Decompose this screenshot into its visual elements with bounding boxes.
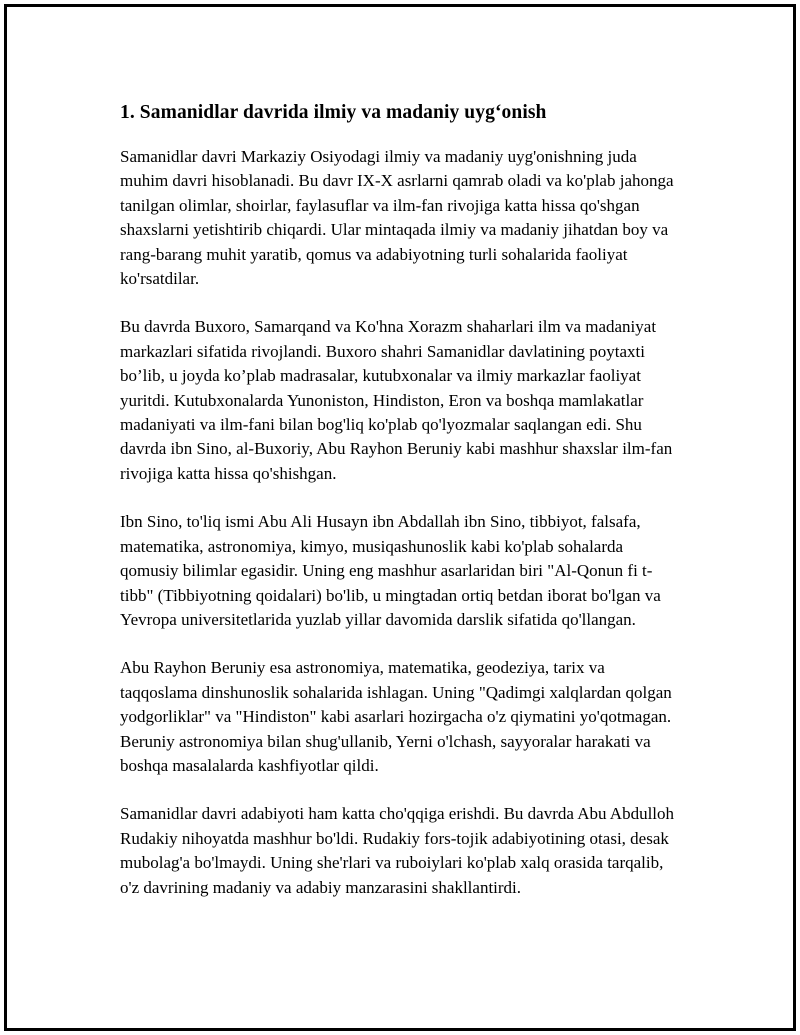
paragraph-4: Abu Rayhon Beruniy esa astronomiya, matematika, geodeziya, tarix va taqqoslama dinshunoslik sohalarida ishlagan. Uning "Qadimgi xalqlardan qolgan yodgorliklar" va "Hindiston" kabi asarlari hozirgacha o'z qiymatini yo'qotmagan. Beruniy astronomiya bilan shug'ullanib, Yerni o'lchash, sayyoralar harakati va boshqa masalalarda kashfiyotlar qildi. (120, 658, 672, 775)
paragraph-3: Ibn Sino, to'liq ismi Abu Ali Husayn ibn Abdallah ibn Sino, tibbiyot, falsafa, matematika, astronomiya, kimyo, musiqashunoslik kabi ko'plab sohalarda qomusiy bilimlar egasidir. Uning eng mashhur asarlaridan biri "Al-Qonun fi t-tibb" (Tibbiyotning qoidalari) bo'lib, u mingtadan ortiq betdan iborat bo'lgan va Yevropa universitetlarida yuzlab yillar davomida darslik sifatida qo'llangan. (120, 512, 661, 629)
document-body (120, 99, 682, 924)
paragraph-5: Samanidlar davri adabiyoti ham katta cho'qqiga erishdi. Bu davrda Abu Abdulloh Rudakiy nihoyatda mashhur bo'ldi. Rudakiy fors-tojik adabiyotining otasi, desak mubolag'a bo'lmaydi. Uning she'rlari va ruboiylari ko'plab xalq orasida tarqalib, o'z davrining madaniy va adabiy manzarasini shakllantirdi. (120, 804, 675, 897)
section-title: 1. Samanidlar davrida ilmiy va madaniy uyg‘onish (120, 102, 547, 123)
paragraph-2: Bu davrda Buxoro, Samarqand va Ko'hna Xorazm shaharlari ilm va madaniyat markazlari sifatida rivojlandi. Buxoro shahri Samanidlar davlatining poytaxti bo’lib, u joyda ko’plab madrasalar, kutubxonalar va ilmiy markazlar faoliyat yuritdi. Kutubxonalarda Yunoniston, Hindiston, Eron va boshqa mamlakatlar madaniyati va ilm-fani bilan bog'liq ko'plab qo'lyozmalar saqlangan edi. Shu davrda ibn Sino, al-Buxoriy, Abu Rayhon Beruniy kabi mashhur shaxslar ilm-fan rivojiga katta hissa qo'shishgan. (120, 317, 673, 483)
paragraph-1: Samanidlar davri Markaziy Osiyodagi ilmiy va madaniy uyg'onishning juda muhim davri hisoblanadi. Bu davr IX-X asrlarni qamrab oladi va ko'plab jahonga tanilgan olimlar, shoirlar, faylasuflar va ilm-fan rivojiga katta hissa qo'shgan shaxslarni yetishtirib chiqardi. Ular mintaqada ilmiy va madaniy jihatdan boy va rang-barang muhit yaratib, qomus va adabiyotning turli sohalarida faoliyat ko'rsatdilar. (120, 147, 674, 289)
page-frame (4, 4, 796, 1031)
